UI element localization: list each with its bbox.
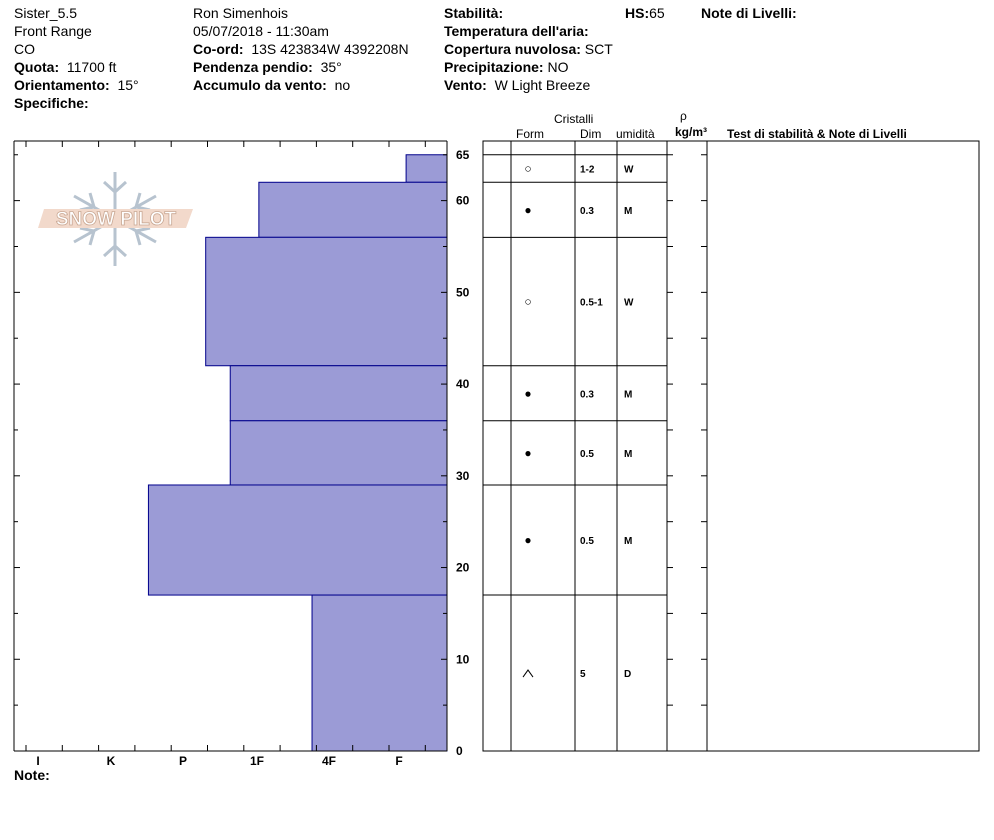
layer-table xyxy=(483,141,979,751)
coord-value: 13S 423834W 4392208N xyxy=(251,41,409,57)
elevation-value: 11700 ft xyxy=(66,59,117,75)
hs-value: 65 xyxy=(649,5,665,21)
site-name: Sister_5.5 xyxy=(14,5,78,21)
hs-label: HS: xyxy=(625,5,650,21)
aspect-label: Orientamento: xyxy=(14,77,110,93)
y-tick-label: 50 xyxy=(456,285,470,300)
melt-form-icon: ● xyxy=(524,202,532,217)
moisture-5: M xyxy=(624,448,633,460)
y-tick-label: 20 xyxy=(456,560,470,575)
grain-size-2: 0.3 xyxy=(580,205,594,217)
grain-size-5: 0.5 xyxy=(580,448,594,460)
air-temp-label: Temperatura dell'aria: xyxy=(444,23,589,39)
rounded-grain-icon: ○ xyxy=(524,161,532,176)
grain-size-6: 0.5 xyxy=(580,536,594,548)
melt-form-icon: ● xyxy=(524,533,532,548)
size-header: Dim xyxy=(580,127,602,141)
hardness-tick-label: F xyxy=(395,754,403,768)
hardness-tick-label: 4F xyxy=(321,754,337,768)
hardness-tick-label: K xyxy=(106,754,116,768)
moisture-header: umidità xyxy=(616,127,655,141)
grain-size-7: 5 xyxy=(580,669,586,681)
layer-table-frame xyxy=(483,141,979,751)
hardness-bar-6 xyxy=(148,485,447,595)
notes-row xyxy=(14,766,50,784)
y-tick-label: 30 xyxy=(456,468,470,483)
snowpilot-logo xyxy=(38,172,193,266)
cloud-label: Copertura nuvolosa: xyxy=(444,41,581,57)
moisture-7: D xyxy=(624,669,632,681)
moisture-2: M xyxy=(624,205,633,217)
moisture-1: W xyxy=(624,164,634,176)
logo-text: SNOW PILOT xyxy=(55,209,177,230)
coord-label: Co-ord: xyxy=(193,41,244,57)
observation-datetime: 05/07/2018 - 11:30am xyxy=(193,23,329,39)
elevation-label: Quota: xyxy=(14,59,60,75)
moisture-6: M xyxy=(624,536,633,548)
state-name: CO xyxy=(14,41,35,57)
grain-size-1: 1-2 xyxy=(580,164,595,176)
stability-label: Stabilità: xyxy=(444,5,504,21)
range-name: Front Range xyxy=(14,23,92,39)
hardness-bar-4 xyxy=(230,366,447,421)
crystals-header: Cristalli xyxy=(554,112,594,126)
y-tick-label: 0 xyxy=(456,744,463,758)
moisture-3: W xyxy=(624,297,634,309)
grain-size-4: 0.3 xyxy=(580,389,594,401)
specifics-label: Specifiche: xyxy=(14,95,89,111)
precip-value: NO xyxy=(547,59,569,75)
melt-form-icon: ● xyxy=(524,386,532,401)
aspect-value: 15° xyxy=(117,77,139,93)
wind-loading-value: no xyxy=(334,77,351,93)
y-tick-label: 65 xyxy=(456,147,470,162)
melt-form-icon: ● xyxy=(524,445,532,460)
y-tick-label: 60 xyxy=(456,193,470,208)
y-tick-label: 40 xyxy=(456,377,470,392)
hardness-bar-7 xyxy=(312,595,447,751)
precip-label: Precipitazione: xyxy=(444,59,544,75)
depth-hoar-icon xyxy=(523,670,533,677)
hardness-bar-1 xyxy=(406,155,447,183)
stability-notes-header: Test di stabilità & Note di Livelli xyxy=(727,127,907,141)
wind-value: W Light Breeze xyxy=(494,77,591,93)
wind-label: Vento: xyxy=(444,77,487,93)
rounded-grain-icon: ○ xyxy=(524,294,532,309)
layer-notes-label: Note di Livelli: xyxy=(701,5,797,21)
grain-size-3: 0.5-1 xyxy=(580,297,603,309)
moisture-4: M xyxy=(624,389,633,401)
hardness-tick-label: I xyxy=(36,754,40,768)
wind-loading-label: Accumulo da vento: xyxy=(193,77,327,93)
observer-name: Ron Simenhois xyxy=(193,5,288,21)
slope-label: Pendenza pendio: xyxy=(193,59,313,75)
rho-header: ρ xyxy=(680,109,687,123)
hardness-tick-label: 1F xyxy=(249,754,265,768)
hardness-bar-2 xyxy=(259,182,447,237)
notes-label: Note: xyxy=(14,767,50,783)
hardness-bar-5 xyxy=(230,421,447,485)
hardness-bar-3 xyxy=(206,237,447,365)
slope-value: 35° xyxy=(320,59,342,75)
hardness-tick-label: P xyxy=(178,754,188,768)
hardness-bars xyxy=(148,155,447,751)
cloud-value: SCT xyxy=(584,41,613,57)
density-unit-header: kg/m³ xyxy=(675,125,708,139)
y-tick-label: 10 xyxy=(456,652,470,667)
form-header: Form xyxy=(516,127,544,141)
